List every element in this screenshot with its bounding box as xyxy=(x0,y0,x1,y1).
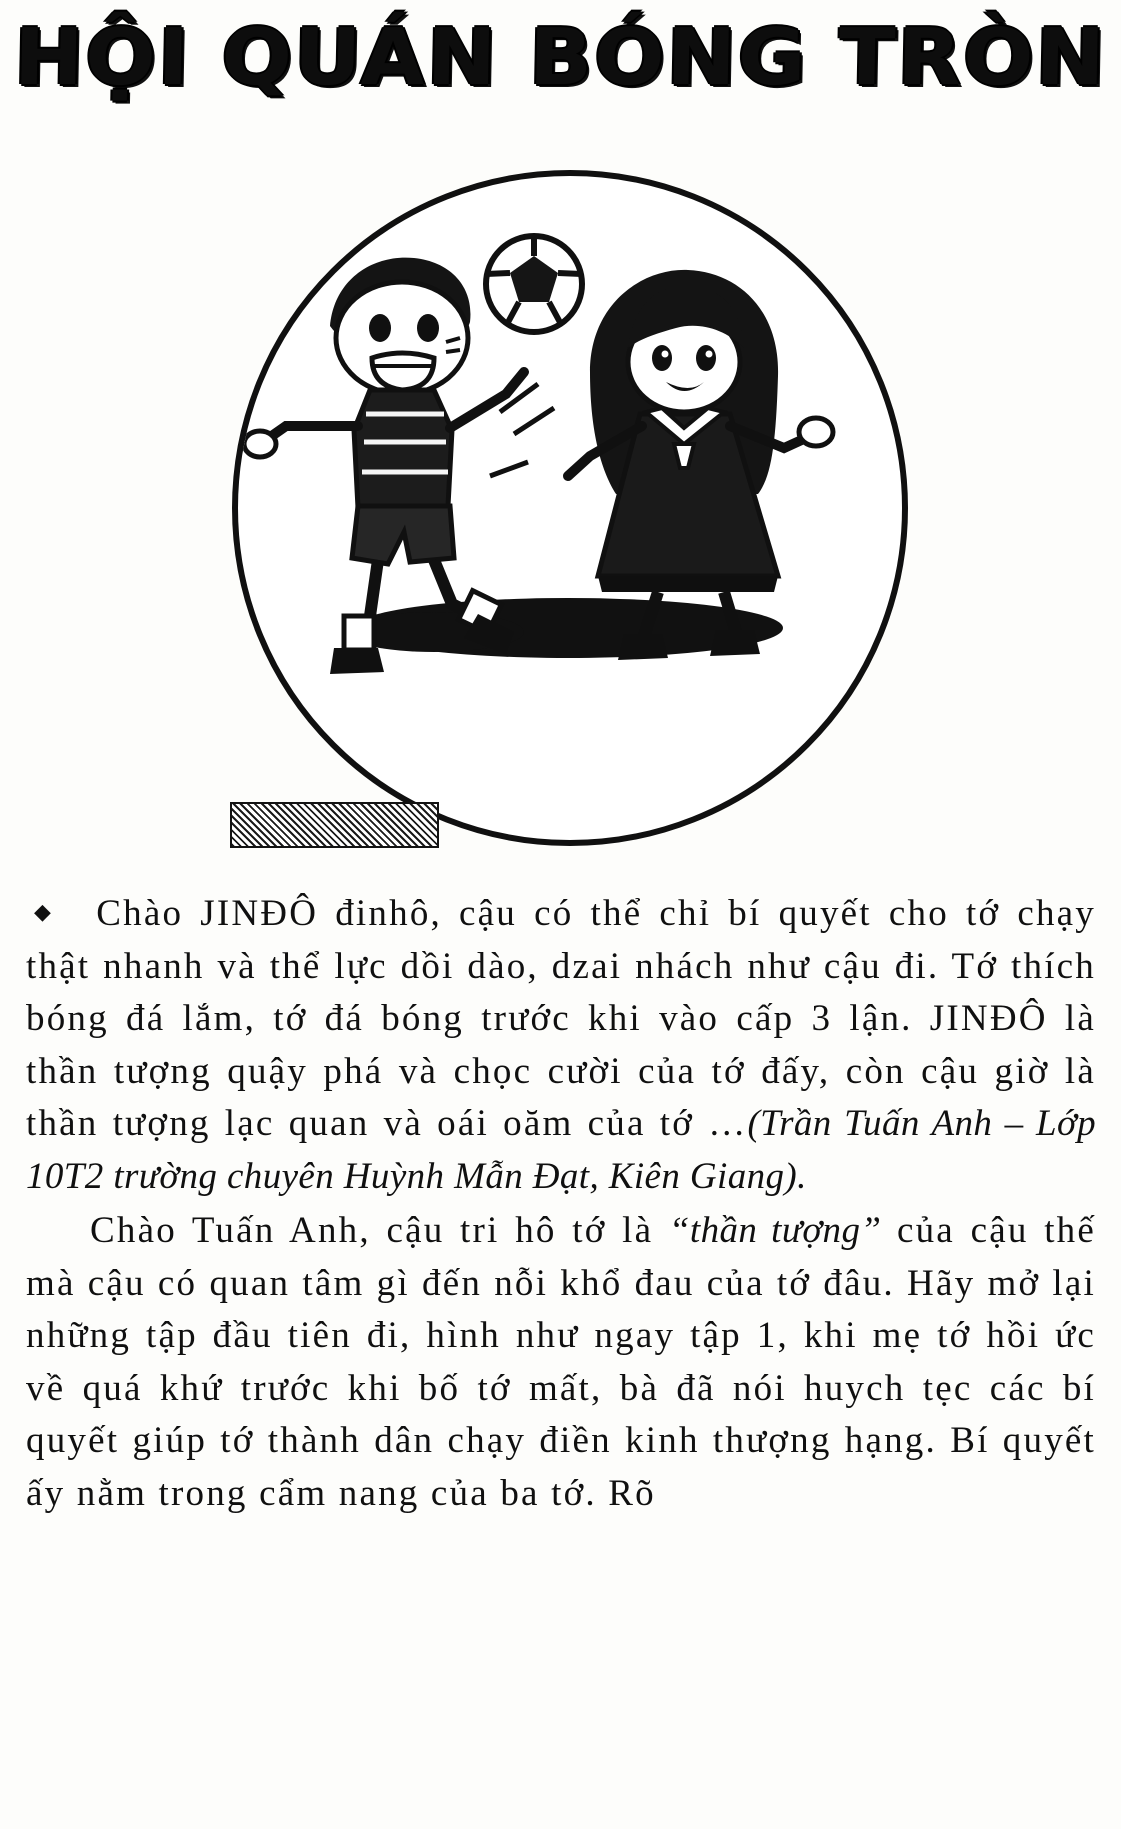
page-title: HỘI QUÁN BÓNG TRÒN xyxy=(13,13,1108,103)
illustration xyxy=(0,170,1121,870)
answer-quote: “thần tượng” xyxy=(668,1210,882,1252)
boy-figure xyxy=(244,258,524,674)
article-body xyxy=(26,888,1096,1522)
reader-question-paragraph xyxy=(26,888,1096,1203)
masthead xyxy=(0,13,1121,103)
answer-paragraph xyxy=(26,1205,1096,1520)
soccer-kids-drawing xyxy=(238,176,890,828)
answer-text-1: Chào Tuấn Anh, cậu tri hô tớ là xyxy=(90,1210,669,1252)
illustration-circle-frame xyxy=(232,170,908,846)
reader-question-text: Chào JINĐÔ đinhô, cậu có thể chỉ bí quyết cho tớ chạy thật nhanh và thể lực dồi dào, dzai nhách như cậu đi. Tớ thích bóng đá lắm, tớ đá bóng trước khi vào cấp 3 lận. JINĐÔ là thần tượng quậy phá và chọc cười của tớ đấy, còn cậu giờ là thần tượng lạc quan và oái oăm của tớ … xyxy=(26,893,1096,1145)
halftone-ground-bar xyxy=(230,802,439,848)
reader-question-signature: (Trần Tuấn Anh – Lớp 10T2 trường chuyên Huỳnh Mẫn Đạt, Kiên Giang). xyxy=(26,1103,1096,1197)
soccer-ball-icon xyxy=(486,236,582,332)
answer-text-2: của cậu thế mà cậu có quan tâm gì đến nỗi khổ đau của tớ đâu. Hãy mở lại những tập đầu tiên đi, hình như ngay tập 1, khi mẹ tớ hồi ức về quá khứ trước khi bố tớ mất, bà đã nói huych tẹc các bí quyết giúp tớ thành dân chạy điền kinh thượng hạng. Bí quyết ấy nằm trong cẩm nang của ba tớ. Rõ xyxy=(26,1210,1096,1514)
